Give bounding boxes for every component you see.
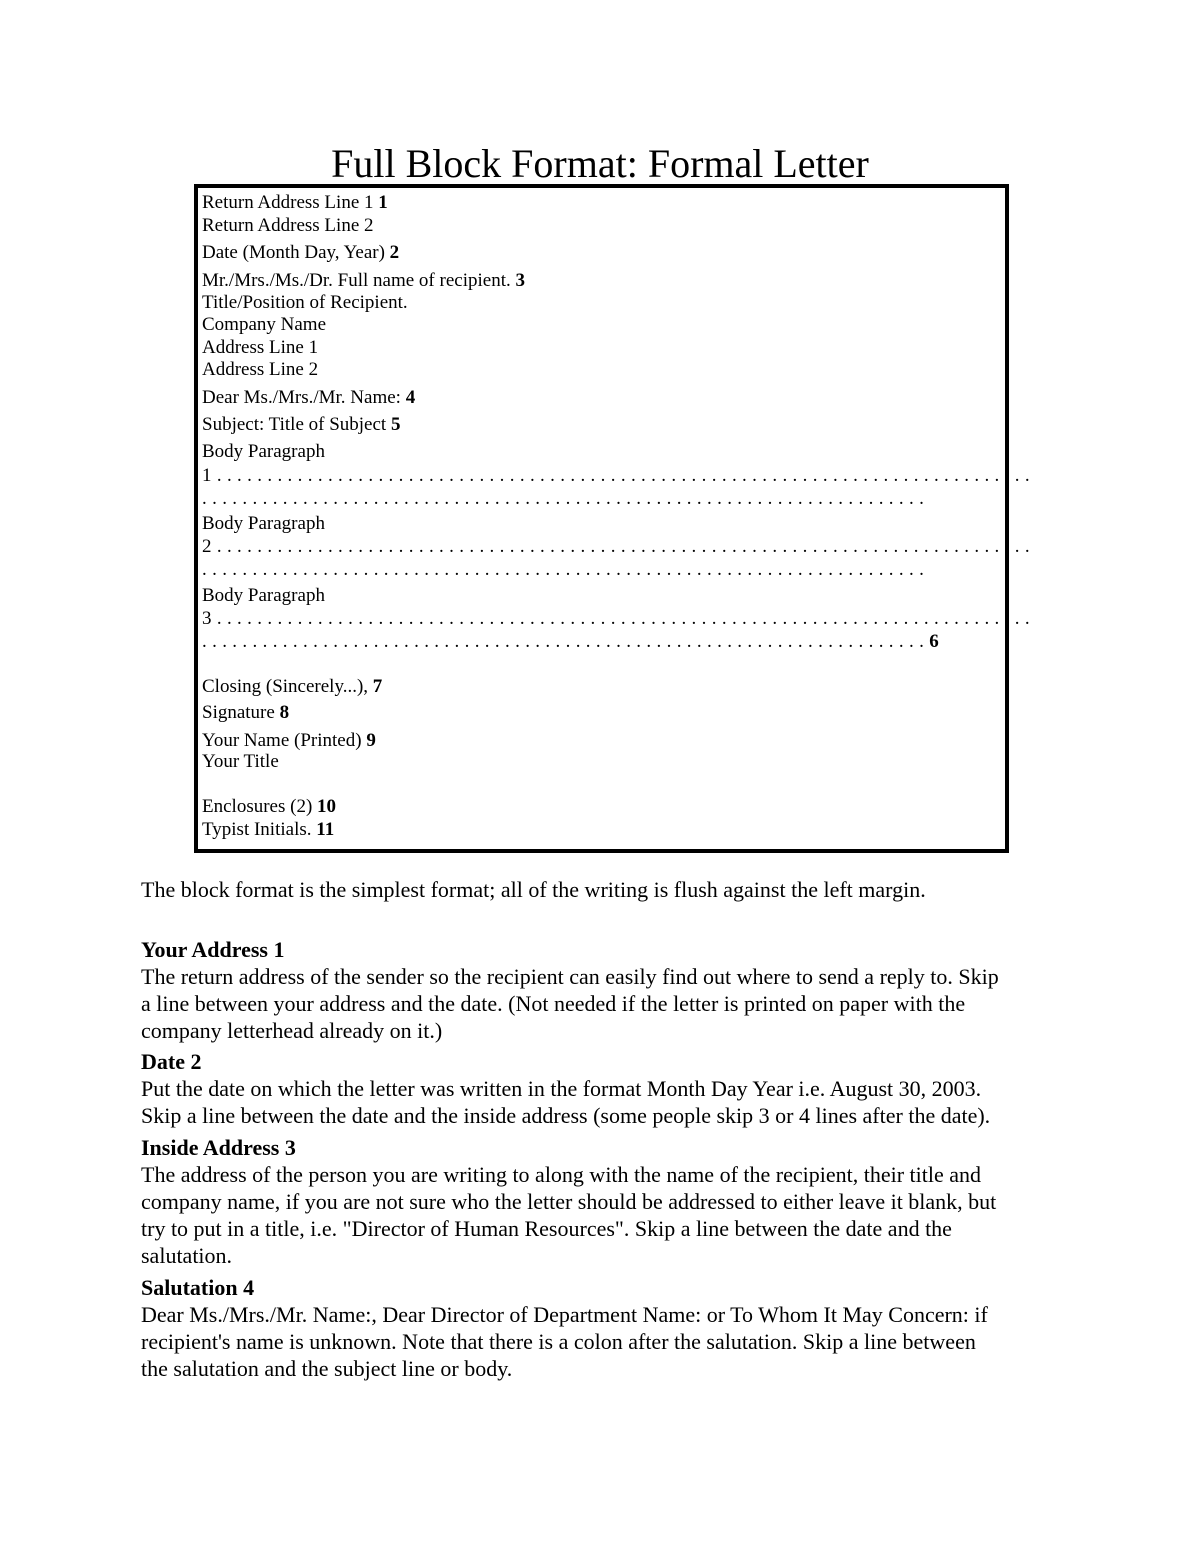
section-heading-salutation: Salutation 4	[141, 1275, 255, 1300]
marker-1: 1	[378, 192, 388, 213]
body-paragraph-2-line-a: 2 . . . . . . . . . . . . . . . . . . . . . . . . . . . . . . . . . . . . . . . . . . . . . . . . . . . . . . . . . . . . . . . . . . . . . . . . . . . . . . . . .	[202, 536, 1030, 557]
company-name-line: Company Name	[202, 314, 327, 335]
section-line: company name, if you are not sure who the letter should be addressed to either leave it blank, but	[141, 1189, 997, 1214]
your-title-line: Your Title	[202, 751, 279, 772]
address-line-2: Address Line 2	[202, 359, 319, 380]
recipient-title-line: Title/Position of Recipient.	[202, 292, 408, 313]
letter-template-box	[194, 184, 1030, 853]
section-line: try to put in a title, i.e. "Director of Human Resources". Skip a line between the date and the	[141, 1216, 952, 1241]
section-body-your-address	[141, 963, 1071, 1044]
recipient-name-line: Mr./Mrs./Ms./Dr. Full name of recipient. 3	[202, 270, 525, 291]
marker-5: 5	[390, 414, 401, 435]
marker-2: 2	[389, 242, 400, 263]
section-line: a line between your address and the date. (Not needed if the letter is printed on paper with the	[141, 991, 966, 1016]
enclosures-line: Enclosures (2) 10	[202, 796, 337, 817]
marker-11: 11	[316, 819, 335, 840]
section-body-inside-address	[141, 1161, 1071, 1269]
your-name-line: Your Name (Printed) 9	[202, 730, 376, 751]
body-paragraph-3-line-b: . . . . . . . . . . . . . . . . . . . . . . . . . . . . . . . . . . . . . . . . . . . . . . . . . . . . . . . . . . . . . . . . . . . . . . . . 6	[202, 631, 940, 652]
section-body-date	[141, 1075, 1071, 1129]
marker-3: 3	[515, 270, 525, 291]
address-line-1: Address Line 1	[202, 337, 319, 358]
body-paragraph-1-line-b: . . . . . . . . . . . . . . . . . . . . . . . . . . . . . . . . . . . . . . . . . . . . . . . . . . . . . . . . . . . . . . . . . . . . . . . .	[202, 488, 925, 509]
section-line: The return address of the sender so the recipient can easily find out where to send a reply to. Skip	[141, 964, 999, 989]
return-address-line-2: Return Address Line 2	[202, 215, 374, 236]
section-line: salutation.	[141, 1243, 233, 1268]
marker-8: 8	[279, 702, 290, 723]
marker-9: 9	[366, 730, 376, 751]
section-body-salutation	[141, 1301, 1071, 1382]
section-line: recipient's name is unknown. Note that there is a colon after the salutation. Skip a line between	[141, 1329, 976, 1354]
section-line: Dear Ms./Mrs./Mr. Name:, Dear Director of Department Name: or To Whom It May Concern: if	[141, 1302, 988, 1327]
marker-6: 6	[929, 631, 940, 652]
date-line: Date (Month Day, Year) 2	[202, 242, 400, 263]
typist-initials-line: Typist Initials. 11	[202, 819, 335, 840]
body-paragraph-1-line-a: 1 . . . . . . . . . . . . . . . . . . . . . . . . . . . . . . . . . . . . . . . . . . . . . . . . . . . . . . . . . . . . . . . . . . . . . . . . . . . . . . . . .	[202, 465, 1030, 486]
marker-10: 10	[317, 796, 337, 817]
section-heading-inside-address: Inside Address 3	[141, 1135, 296, 1160]
body-paragraph-3-label: Body Paragraph	[202, 585, 325, 606]
marker-4: 4	[405, 387, 416, 408]
body-paragraph-3-line-a: 3 . . . . . . . . . . . . . . . . . . . . . . . . . . . . . . . . . . . . . . . . . . . . . . . . . . . . . . . . . . . . . . . . . . . . . . . . . . . . . . . . .	[202, 608, 1030, 629]
intro-paragraph: The block format is the simplest format; all of the writing is flush against the left margin.	[141, 877, 926, 902]
body-paragraph-2-line-b: . . . . . . . . . . . . . . . . . . . . . . . . . . . . . . . . . . . . . . . . . . . . . . . . . . . . . . . . . . . . . . . . . . . . . . . .	[202, 559, 925, 580]
section-line: Skip a line between the date and the inside address (some people skip 3 or 4 lines after the date).	[141, 1103, 991, 1128]
section-line: Put the date on which the letter was written in the format Month Day Year i.e. August 30, 2003.	[141, 1076, 982, 1101]
salutation-line: Dear Ms./Mrs./Mr. Name: 4	[202, 387, 416, 408]
section-heading-your-address: Your Address 1	[141, 937, 285, 962]
section-line: the salutation and the subject line or body.	[141, 1356, 513, 1381]
section-line: The address of the person you are writing to along with the name of the recipient, their title and	[141, 1162, 982, 1187]
page-title: Full Block Format: Formal Letter	[331, 141, 869, 186]
marker-7: 7	[372, 676, 383, 697]
section-line: company letterhead already on it.)	[141, 1018, 443, 1043]
closing-line: Closing (Sincerely...), 7	[202, 676, 383, 697]
body-paragraph-2-label: Body Paragraph	[202, 513, 325, 534]
section-heading-date: Date 2	[141, 1049, 202, 1074]
return-address-line-1: Return Address Line 1 1	[202, 192, 388, 213]
subject-line: Subject: Title of Subject 5	[202, 414, 401, 435]
signature-line: Signature 8	[202, 702, 290, 723]
body-paragraph-1-label: Body Paragraph	[202, 441, 325, 462]
